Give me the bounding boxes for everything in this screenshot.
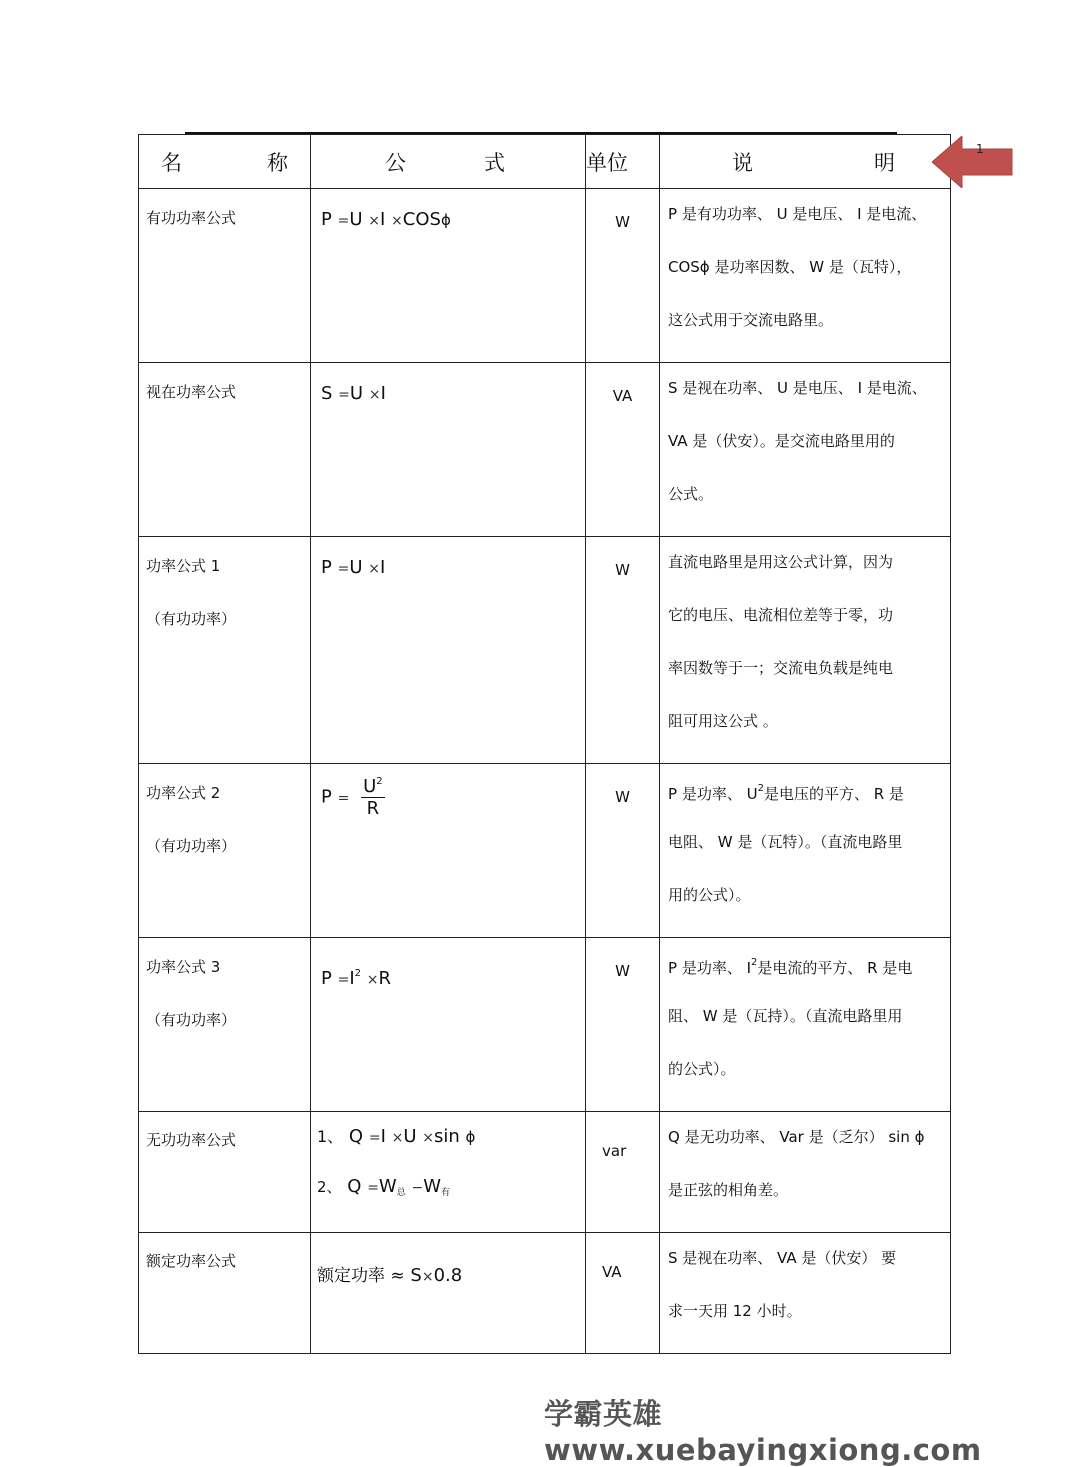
row-formula: 额定功率 ≈ S×0.8 [317,1265,463,1286]
fraction: $\frac{U^2}{R}$ [363,776,383,819]
row-description: Q 是无功功率、 Var 是（乏尔） sin ϕ 是正弦的相角差。 [668,1128,925,1199]
table-row [139,1233,951,1354]
table-row [139,189,951,363]
row-formula: P =U ×I [321,557,386,578]
watermark: 学霸英雄 www.xuebayingxiong.com [544,1397,982,1467]
row-name: 额定功率公式 [146,1252,237,1270]
row-description: S 是视在功率、 U 是电压、 I 是电流、 VA 是（伏安）。是交流电路里用的 公式。 [668,379,927,503]
left-arrow-icon [932,136,1014,188]
row-formula: P =U ×I ×COSϕ [321,209,451,230]
row-name: 无功功率公式 [146,1131,237,1149]
header-name: 名 称 [139,135,311,189]
row-unit: W [615,561,630,579]
header-description: 说 明 [660,135,951,189]
table-row [139,363,951,537]
row-unit: W [615,962,630,980]
table-row [139,938,951,1112]
row-description: S 是视在功率、 VA 是（伏安） 要 求一天用 12 小时。 [668,1249,897,1320]
row-name: 视在功率公式 [146,383,237,401]
row-unit: W [615,213,630,231]
row-formula: $P =I^2 \times R$ [321,968,391,989]
formula-table [138,134,951,1354]
header-unit: 单位 [586,135,660,189]
row-description: 直流电路里是用这公式计算，因为 它的电压、电流相位差等于零，功 率因数等于一；交流电负载是纯电 阻可用这公式 。 [668,553,894,730]
table-row [139,537,951,764]
row-formula: P = $\frac{U^2}{R}$ [321,776,383,819]
row-description: P 是功率、 $U^2$是电压的平方、 R 是 电阻、 W 是（瓦特）。（直流电路里 用的公式）。 [668,783,904,904]
row-unit: var [602,1142,627,1160]
page-marker: 1 [976,142,984,156]
row-name: 有功功率公式 [146,209,237,227]
row-unit: VA [612,387,633,405]
table-row [139,764,951,938]
row-unit: VA [602,1263,622,1281]
row-unit: W [615,788,630,806]
row-description: P 是有功功率、 U 是电压、 I 是电流、 COSϕ 是功率因数、 W 是（瓦特）， 这公式用于交流电路里。 [668,205,927,329]
row-formula: 1、 Q =I ×U ×sin ϕ 2、 $Q =W_总 -W_有$ [317,1126,476,1198]
row-name: 功率公式 2 （有功功率） [146,784,237,855]
header-formula: 公 式 [311,135,586,189]
row-name: 功率公式 1 （有功功率） [146,557,237,628]
row-description: P 是功率、 $I^2$是电流的平方、 R 是电 阻、 W 是（瓦持）。（直流电路里用 的公式）。 [668,957,913,1078]
row-name: 功率公式 3 （有功功率） [146,958,237,1029]
row-formula: S =U ×I [321,383,386,404]
